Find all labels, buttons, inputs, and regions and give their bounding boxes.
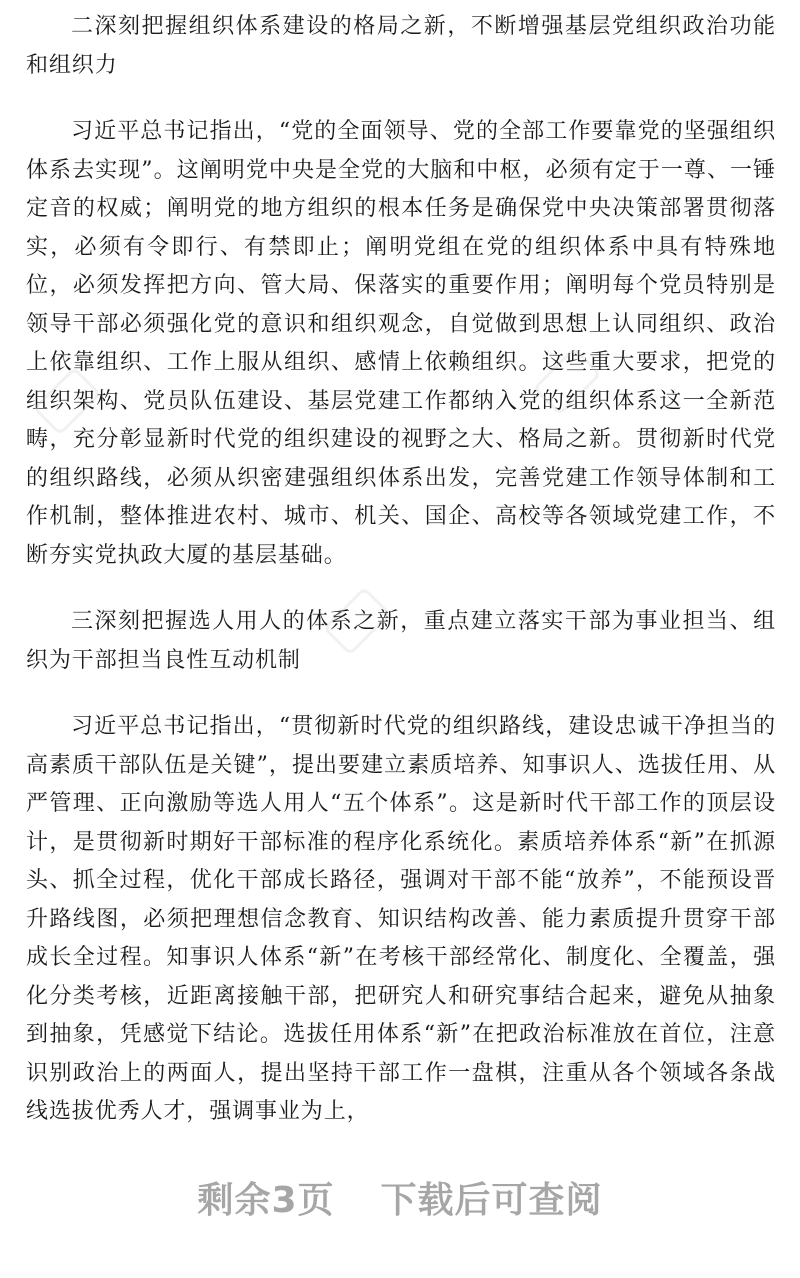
section-heading-2: 二深刻把握组织体系建设的格局之新，不断增强基层党组织政治功能和组织力 <box>26 14 776 78</box>
remaining-pages-label: 剩余3页 <box>197 1180 335 1221</box>
section-heading-3: 三深刻把握选人用人的体系之新，重点建立落实干部为事业担当、组织为干部担当良性互动机制 <box>26 609 776 673</box>
download-prompt[interactable] <box>0 1172 800 1223</box>
body-paragraph: 习近平总书记指出，“贯彻新时代党的组织路线，建设忠诚干净担当的高素质干部队伍是关键”，提出要建立素质培养、知事识人、选拔任用、从严管理、正向激励等选人用人“五个体系”。这是新时代干部工作的顶层设计，是贯彻新时期好干部标准的程序化系统化。素质培养体系“新”在抓源头、抓全过程，优化干部成长路径，强调对干部不能“放养”，不能预设晋升路线图，必须把理想信念教育、知识结构改善、能力素质提升贯穿干部成长全过程。知事识人体系“新”在考核干部经常化、制度化、全覆盖，强化分类考核，近距离接触干部，把研究人和研究事结合起来，避免从抽象到抽象，凭感觉下结论。选拔任用体系“新”在把政治标准放在首位，注意识别政治上的两面人，提出坚持干部工作一盘棋，注重从各个领域各条战线选拔优秀人才，强调事业为上， <box>26 714 776 1124</box>
body-paragraph: 习近平总书记指出，“党的全面领导、党的全部工作要靠党的坚强组织体系去实现”。这阐明党中央是全党的大脑和中枢，必须有定于一尊、一锤定音的权威；阐明党的地方组织的根本任务是确保党中央决策部署贯彻落实，必须有令即行、有禁即止；阐明党组在党的组织体系中具有特殊地位，必须发挥把方向、管大局、保落实的重要作用；阐明每个党员特别是领导干部必须强化党的意识和组织观念，自觉做到思想上认同组织、政治上依靠组织、工作上服从组织、感情上依赖组织。这些重大要求，把党的组织架构、党员队伍建设、基层党建工作都纳入党的组织体系这一全新范畴，充分彰显新时代党的组织建设的视野之大、格局之新。贯彻新时代党的组织路线，必须从织密建强组织体系出发，完善党建工作领导体制和工作机制，整体推进农村、城市、机关、国企、高校等各领域党建工作，不断夯实党执政大厦的基层基础。 <box>26 119 776 568</box>
download-hint-label: 下载后可查阅 <box>380 1180 603 1221</box>
document-body <box>26 8 776 1132</box>
